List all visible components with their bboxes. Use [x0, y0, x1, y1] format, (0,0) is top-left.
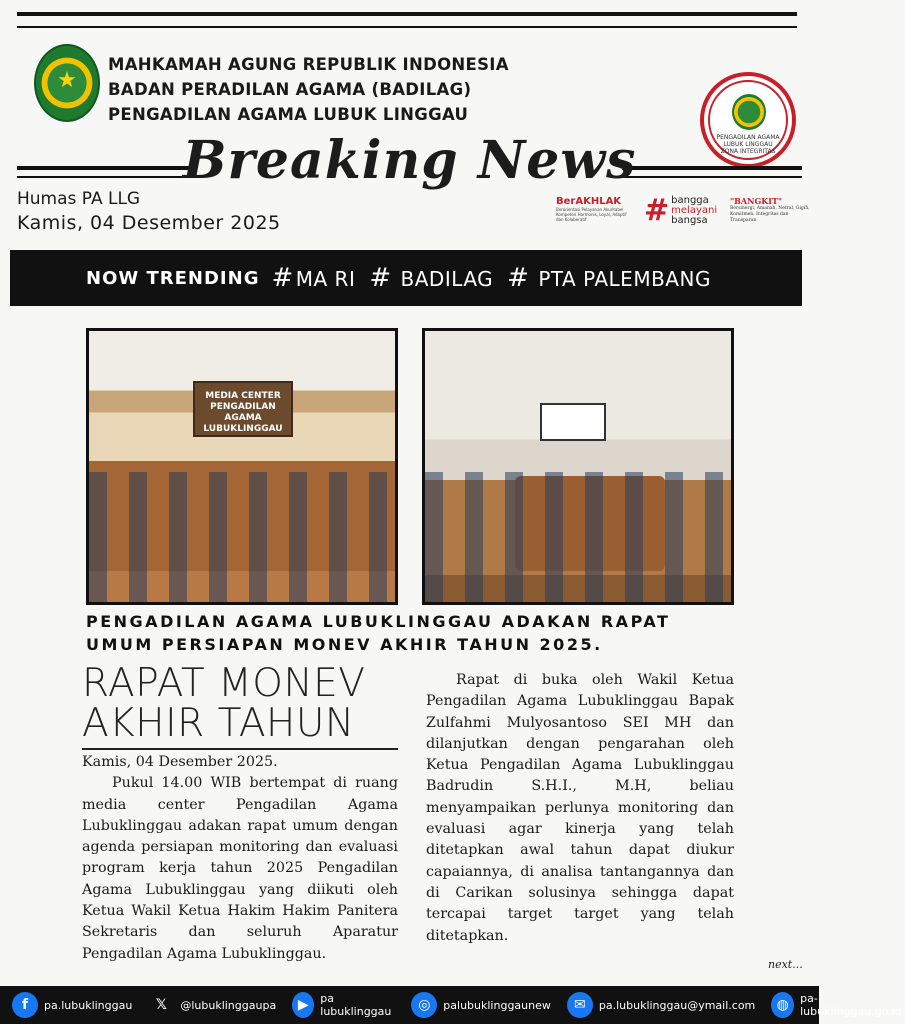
instagram-link[interactable]: ◎ palubuklinggaunew — [411, 992, 551, 1018]
attendees — [425, 472, 731, 602]
bangkit-title: "BANGKIT" — [730, 196, 783, 206]
website-link[interactable]: ◍ pa-lubuklinggau.go.id — [771, 992, 905, 1018]
bangga-melayani-badge — [644, 193, 718, 228]
presentation-screen — [540, 403, 606, 441]
section-title-line-1: RAPAT MONEV — [82, 661, 366, 706]
org-line-1: MAHKAMAH AGUNG REPUBLIK INDONESIA — [108, 55, 509, 74]
bangga-word-1: bangga — [671, 195, 709, 206]
hashtag-icon: # — [271, 263, 294, 293]
trending-tag-badilag[interactable]: # BADILAG — [369, 263, 494, 293]
instagram-icon: ◎ — [411, 992, 437, 1018]
seal-emblem-icon — [732, 94, 766, 130]
article-paragraph-2: Rapat di buka oleh Wakil Ketua Pengadilan Agama Lubuklinggau Bapak Zulfahmi Mulyosantoso SEI MH dan dilanjutkan dengan pengarahan oleh Ketua Pengadilan Agama Lubuklinggau Badrudin S.H.I., M.H, beliau menyampaikan perlunya monitoring dan evaluasi agar kinerja yang telah ditetapkan awal tahun dapat diukur capaiannya, di analisa tantangannya dan di Carikan solusinya sehingga dapat tercapai target target yang telah ditetapkan. — [426, 672, 734, 944]
now-trending-bar — [10, 250, 802, 306]
seal-text: PENGADILAN AGAMA LUBUK LINGGAU ZONA INTEGRITAS — [716, 134, 780, 155]
facebook-link[interactable]: f pa.lubuklinggau — [12, 992, 132, 1018]
organization-lines — [108, 52, 509, 127]
publish-date: Kamis, 04 Desember 2025 — [17, 212, 281, 234]
breaking-news-headline: Breaking News — [182, 130, 637, 191]
star-icon: ★ — [57, 68, 77, 93]
trending-tag-pta-palembang[interactable]: # PTA PALEMBANG — [507, 263, 711, 293]
hashtag-icon: # — [507, 263, 530, 293]
badilag-logo — [34, 44, 100, 122]
hashtag-icon: # — [644, 193, 670, 228]
org-line-3: PENGADILAN AGAMA LUBUK LINGGAU — [108, 105, 469, 124]
x-icon: 𝕏 — [148, 992, 174, 1018]
social-footer — [0, 986, 902, 1024]
youtube-link[interactable]: ▶ pa lubuklinggau — [292, 992, 395, 1018]
top-rule-2 — [17, 26, 797, 28]
article-column-right — [426, 670, 734, 947]
bangga-word-2: melayani — [671, 205, 718, 216]
email-icon: ✉ — [567, 992, 593, 1018]
trending-tag-mari[interactable]: # MA RI — [271, 263, 356, 293]
article-paragraph-1: Pukul 14.00 WIB bertempat di ruang media center Pengadilan Agama Lubuklinggau adakan rapat umum dengan agenda persiapan monitoring dan evaluasi program kerja tahun 2025 Pengadilan Agama Lubuklinggau yang diikuti oleh Ketua Wakil Ketua Hakim Hakim Panitera Sekretaris dan seluruh Aparatur Pengadilan Agama Lubuklinggau. — [82, 775, 398, 962]
youtube-icon: ▶ — [292, 992, 314, 1018]
section-title-line-2: AKHIR TAHUN — [82, 701, 355, 746]
berakhlak-title: BerAKHLAK — [556, 196, 622, 207]
berakhlak-subtitle: Berorientasi Pelayanan Akuntabel Kompeten Harmonis, Loyal, Adaptif dan Kolaboratif — [556, 207, 627, 222]
hashtag-icon: # — [369, 263, 392, 293]
x-link[interactable]: 𝕏 @lubuklinggaupa — [148, 992, 276, 1018]
bangkit-subtitle: Bersinergi, Amanah, Netral, Gigih, Komitmen, Integritas dan Transparan — [730, 206, 810, 223]
globe-icon: ◍ — [771, 992, 794, 1018]
meeting-photo-room — [422, 328, 734, 605]
email-link[interactable]: ✉ pa.lubuklinggau@ymail.com — [567, 992, 755, 1018]
attendees — [89, 472, 395, 602]
article-dateline: Kamis, 04 Desember 2025. — [82, 754, 278, 770]
meeting-photo-media-center — [86, 328, 398, 605]
bangga-word-3: bangsa — [671, 215, 708, 226]
article-caption: PENGADILAN AGAMA LUBUKLINGGAU ADAKAN RAPAT UMUM PERSIAPAN MONEV AKHIR TAHUN 2025. — [86, 612, 671, 654]
org-line-2: BADAN PERADILAN AGAMA (BADILAG) — [108, 80, 472, 99]
author-label: Humas PA LLG — [17, 189, 141, 209]
next-link[interactable]: next... — [768, 958, 803, 971]
berakhlak-badge — [556, 196, 634, 222]
now-trending-label: NOW TRENDING — [86, 267, 260, 289]
top-rule-1 — [17, 12, 797, 16]
bangkit-badge — [730, 196, 810, 224]
media-center-banner: MEDIA CENTER PENGADILAN AGAMA LUBUKLINGGAU — [193, 381, 293, 437]
facebook-icon: f — [12, 992, 38, 1018]
section-title-rule — [82, 748, 398, 750]
article-column-left — [82, 752, 398, 965]
section-title — [82, 661, 398, 746]
